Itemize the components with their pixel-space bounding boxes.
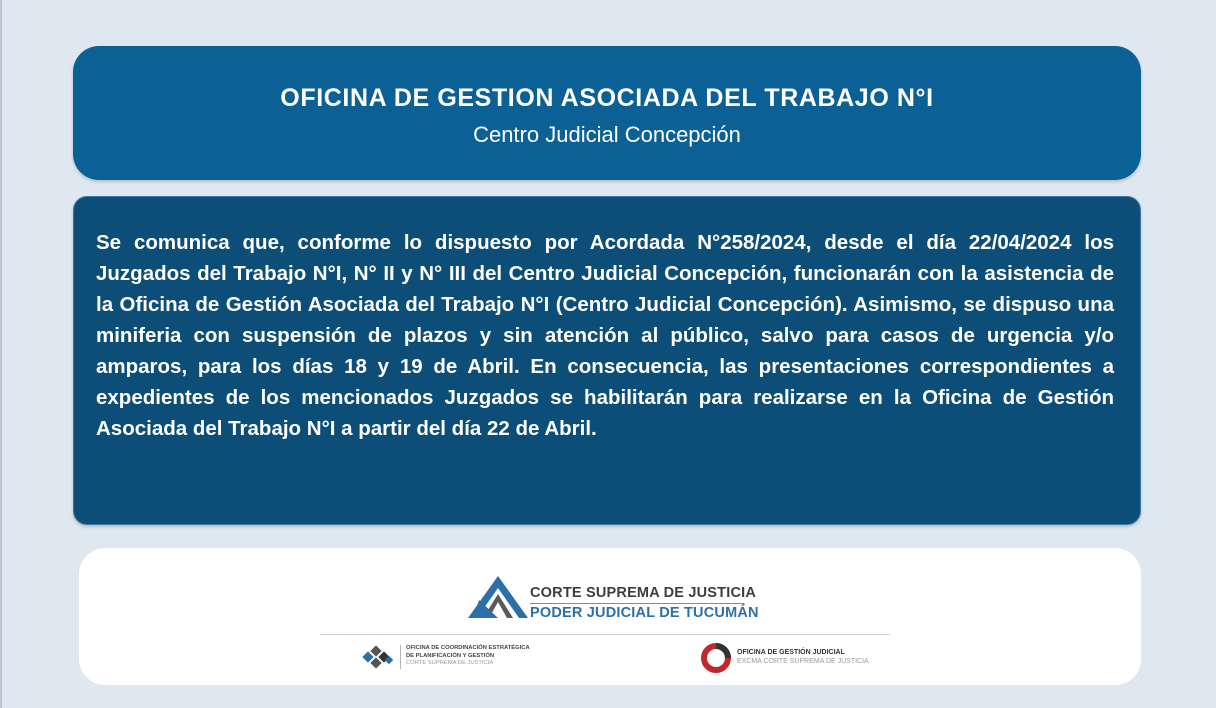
csj-underline <box>530 603 744 604</box>
ocep-line1: OFICINA DE COORDINACIÓN ESTRATÉGICA <box>406 645 530 651</box>
ogj-line2: EXCMA CORTE SUPREMA DE JUSTICIA <box>737 658 869 665</box>
ogj-label <box>737 648 869 666</box>
ocep-emblem-icon <box>362 645 396 669</box>
footer-logos-panel <box>79 548 1141 685</box>
notice-text: Se comunica que, conforme lo dispuesto por Acordada N°258/2024, desde el día 22/04/2024 los Juzgados del Trabajo N°I, N° II y N° III del Centro Judicial Concepción, funcionarán con la asistencia de la Oficina de Gestión Asociada del Trabajo N°I (Centro Judicial Concepción). Asimismo, se dispuso una miniferia con suspensión de plazos y sin atención al público, salvo para casos de urgencia y/o amparos, para los días 18 y 19 de Abril. En consecuencia, las presentaciones correspondientes a expedientes de los mencionados Juzgados se habilitarán para realizarse en la Oficina de Gestión Asociada del Trabajo N°I a partir del día 22 de Abril. <box>96 231 1114 440</box>
csj-emblem-icon <box>465 574 531 620</box>
ocep-separator <box>400 645 401 669</box>
ocep-line3: CORTE SUPREMA DE JUSTICIA <box>406 660 494 666</box>
csj-subname: PODER JUDICIAL DE TUCUMÁN <box>530 605 759 621</box>
header-banner <box>73 46 1141 180</box>
page-left-edge <box>0 0 2 708</box>
ogj-ring-icon <box>700 642 732 674</box>
header-title: OFICINA DE GESTION ASOCIADA DEL TRABAJO N°I <box>280 84 934 112</box>
csj-name: CORTE SUPREMA DE JUSTICIA <box>530 585 757 601</box>
ogj-line1: OFICINA DE GESTIÓN JUDICIAL <box>737 649 845 656</box>
notice-panel <box>73 196 1141 525</box>
footer-divider <box>320 634 890 635</box>
ocep-label <box>406 645 530 668</box>
header-subtitle: Centro Judicial Concepción <box>473 122 741 147</box>
ocep-line2: DE PLANIFICACIÓN Y GESTIÓN <box>406 652 495 659</box>
